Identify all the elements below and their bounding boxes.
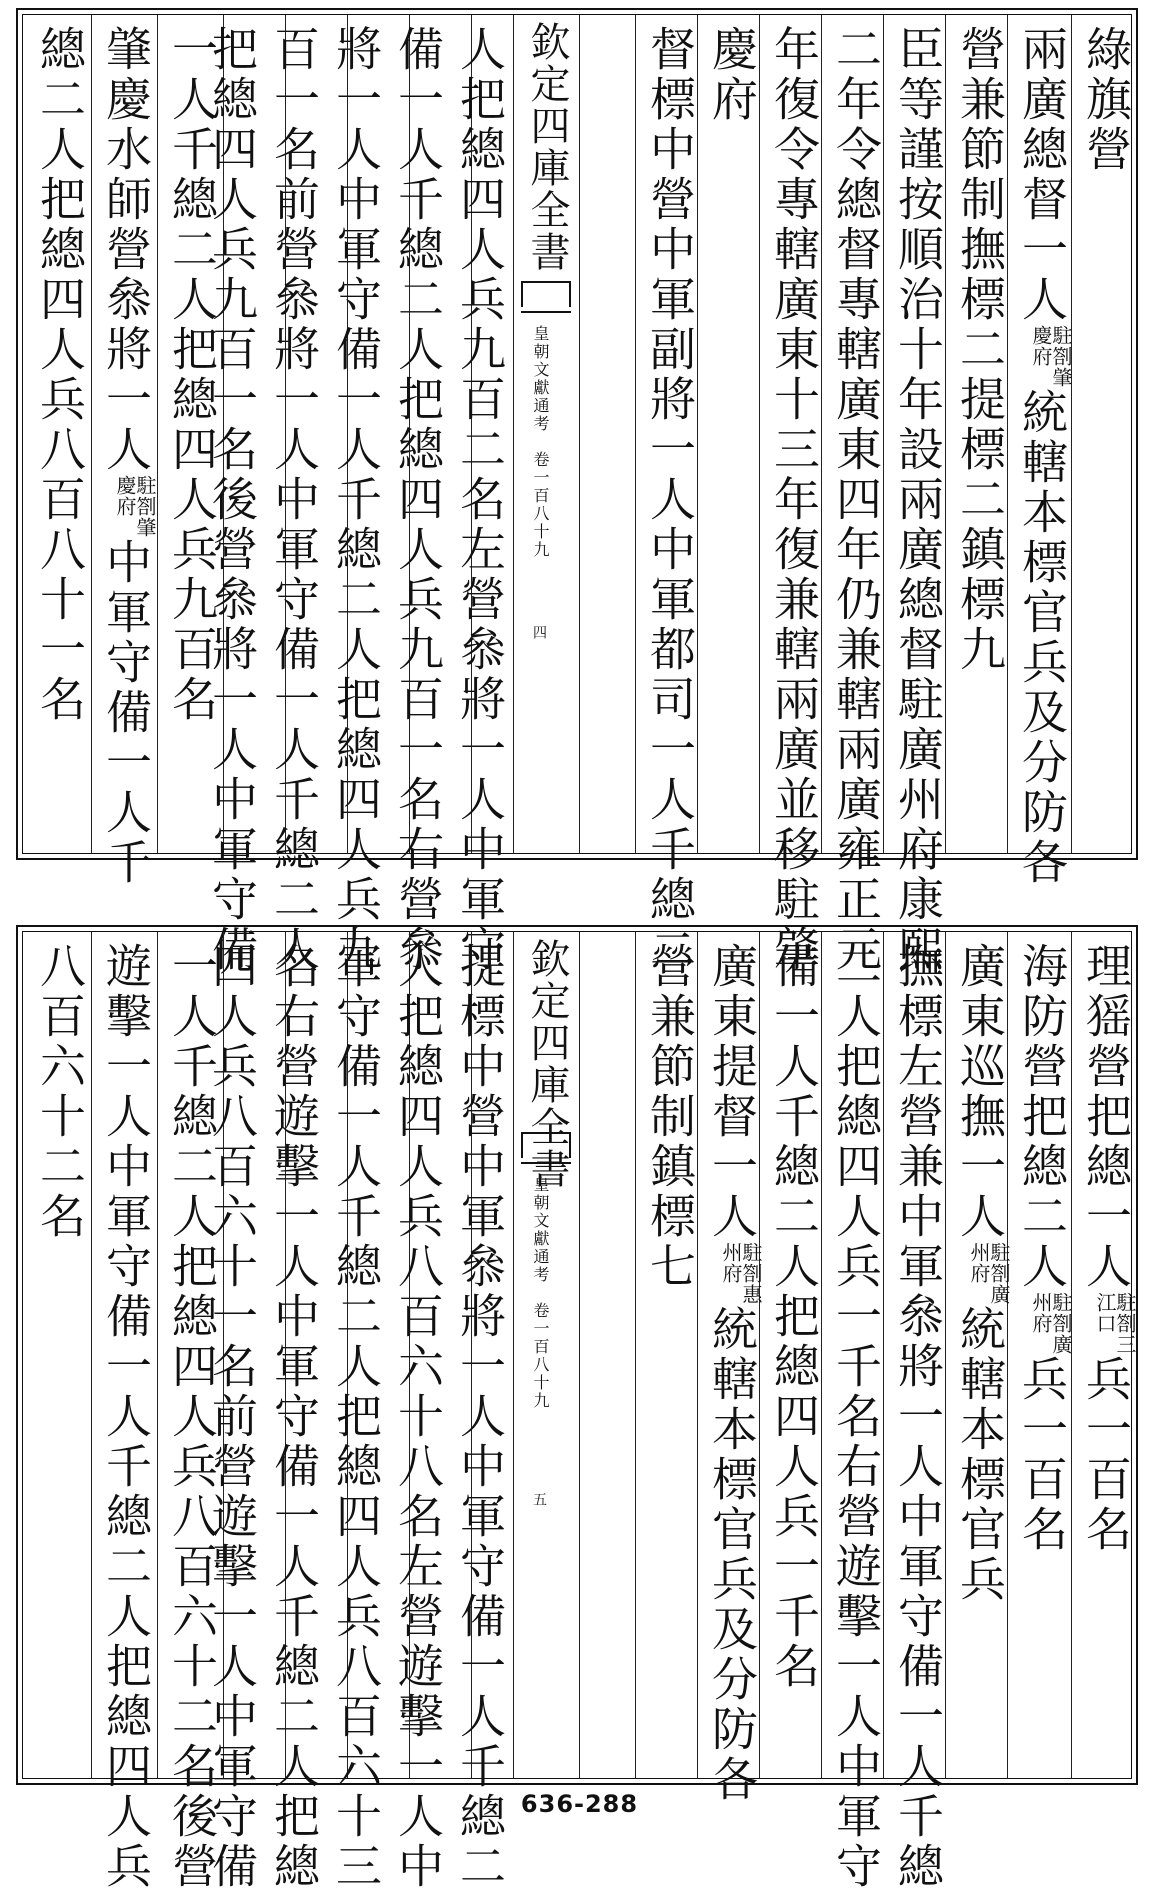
text-column: 名右營遊擊一人中軍守備一人千總二人把總 bbox=[267, 942, 321, 1892]
text-column: 撫標左營兼中軍叅將一人中軍守備一人千總 bbox=[891, 942, 945, 1892]
page-upper bbox=[16, 8, 1138, 975]
text-column: 備一人千總二人把總四人兵九百一名右營叅 bbox=[391, 25, 445, 975]
folio-number: 四 bbox=[531, 625, 547, 639]
interlinear-note: 駐劄廣 州府 bbox=[967, 1242, 1011, 1305]
text-column: 督標中營中軍副將一人中軍都司一人千總二 bbox=[643, 25, 697, 975]
text-column: 臣等謹按順治十年設兩廣總督駐廣州府康熙 bbox=[891, 25, 945, 975]
fish-tail-mark bbox=[521, 1132, 571, 1158]
book-title: 欽定四庫全書 bbox=[524, 938, 570, 1190]
interlinear-note: 駐劄三 江口 bbox=[1093, 1292, 1137, 1355]
text-column: 將一人中軍守備一人千總二人把總四人兵九 bbox=[329, 25, 383, 975]
folio-number: 五 bbox=[531, 1492, 547, 1506]
text-column: 二年令總督專轄廣東四年仍兼轄兩廣雍正元 bbox=[829, 25, 883, 975]
text-column: 四人兵八百六十一名前營遊擊一人中軍守備 bbox=[205, 942, 259, 1892]
text-column: 年復令專轄廣東十三年復兼轄兩廣並移駐肇 bbox=[767, 25, 821, 975]
text-column: 營兼節制撫標二提標二鎮標九 bbox=[953, 25, 1007, 675]
column-rule bbox=[157, 15, 158, 853]
text-column: 廣東提督一人 駐劄惠 州府 統轄本標官兵及分防各 bbox=[705, 942, 763, 1805]
text-column: 海防營把總二人 駐劄廣 州府 兵一百名 bbox=[1015, 942, 1073, 1555]
text-column: 八百六十二名 bbox=[33, 942, 87, 1242]
text-column: 一人千總二人把總四人兵九百名 bbox=[165, 25, 219, 725]
column-rule bbox=[635, 15, 636, 853]
text-column: 廣東巡撫一人 駐劄廣 州府 統轄本標官兵 bbox=[953, 942, 1011, 1605]
center-fold bbox=[513, 15, 579, 853]
column-rule bbox=[1071, 932, 1072, 1778]
text-column: 百一名前營叅將一人中軍守備一人千總二人 bbox=[267, 25, 321, 975]
section-title: 皇朝文獻通考 卷一百八十九 bbox=[531, 325, 550, 559]
column-rule bbox=[635, 932, 636, 1778]
text-column: 理猺營把總一人 駐劄三 江口 兵一百名 bbox=[1079, 942, 1137, 1555]
page-frame bbox=[22, 14, 1133, 975]
text-column: 綠旗營 bbox=[1079, 25, 1133, 175]
fish-tail-mark bbox=[521, 281, 571, 307]
book-title: 欽定四庫全書 bbox=[524, 21, 570, 273]
interlinear-note: 駐劄肇 慶府 bbox=[1029, 325, 1073, 388]
center-fold bbox=[513, 932, 579, 1778]
text-column: 遊擊一人中軍守備一人千總二人把總四人兵 bbox=[99, 942, 153, 1892]
interlinear-note: 駐劄惠 州府 bbox=[719, 1242, 763, 1305]
section-title: 皇朝文獻通考 卷一百八十九 bbox=[531, 1176, 550, 1410]
interlinear-note: 駐劄肇 慶府 bbox=[113, 475, 157, 538]
text-column: 慶府 bbox=[705, 25, 759, 125]
page-reference: 636-288 bbox=[520, 1790, 639, 1818]
text-column: 人把總四人兵八百六十八名左營遊擊一人中 bbox=[391, 942, 445, 1892]
text-column: 二人把總四人兵一千名右營遊擊一人中軍守 bbox=[829, 942, 883, 1892]
text-column: 軍守備一人千總二人把總四人兵八百六十三 bbox=[329, 942, 383, 1892]
text-column: 營兼節制鎮標七 bbox=[643, 942, 697, 1292]
text-column: 把總四人兵九百一名後營叅將一人中軍守備 bbox=[205, 25, 259, 975]
column-rule bbox=[579, 15, 580, 853]
column-rule bbox=[91, 932, 92, 1778]
text-column: 備一人千總二人把總四人兵一千名 bbox=[767, 942, 821, 1692]
text-column: 總二人把總四人兵八百八十一名 bbox=[33, 25, 87, 725]
column-rule bbox=[91, 15, 92, 853]
column-rule bbox=[579, 932, 580, 1778]
text-column: 兩廣總督一人 駐劄肇 慶府 統轄本標官兵及分防各 bbox=[1015, 25, 1073, 888]
interlinear-note: 駐劄廣 州府 bbox=[1029, 1292, 1073, 1355]
text-column: 提標中營中軍叅將一人中軍守備一人千總二 bbox=[453, 942, 507, 1892]
text-column: 人把總四人兵九百二名左營叅將一人中軍守 bbox=[453, 25, 507, 975]
text-column: 一人千總二人把總四人兵八百六十二名後營 bbox=[165, 942, 219, 1892]
column-rule bbox=[1071, 15, 1072, 853]
text-column: 肇慶水師營叅將一人 駐劄肇 慶府 中軍守備一人千 bbox=[99, 25, 157, 888]
column-rule bbox=[157, 932, 158, 1778]
